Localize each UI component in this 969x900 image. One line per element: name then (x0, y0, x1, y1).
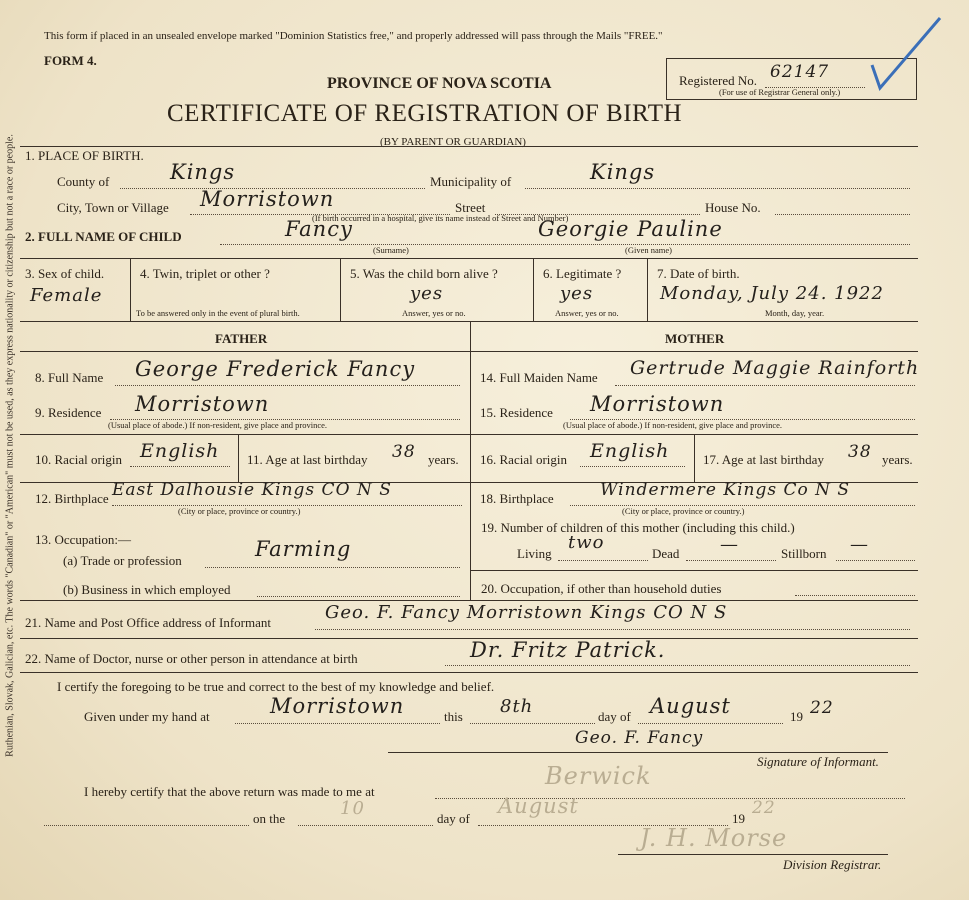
given-under-label: Given under my hand at (84, 709, 210, 724)
place-heading: 1. PLACE OF BIRTH. (25, 148, 144, 163)
alive-label: 5. Was the child born alive ? (350, 266, 498, 281)
trade-label: (a) Trade or profession (63, 553, 182, 568)
registered-number: 62147 (770, 62, 830, 82)
children-count-label: 19. Number of children of this mother (including this child.) (481, 520, 795, 535)
mother-residence-label: 15. Residence (480, 405, 553, 420)
form-number: FORM 4. (44, 53, 97, 68)
child-surname: Fancy (285, 217, 353, 241)
registered-note: (For use of Registrar General only.) (719, 87, 841, 97)
legitimate-note: Answer, yes or no. (555, 308, 619, 318)
municipality-value: Kings (590, 160, 656, 184)
on-the-label: on the (253, 811, 286, 826)
hospital-note: (If birth occurred in a hospital, give its name instead of Street and Number) (312, 213, 569, 223)
signature-informant-label: Signature of Informant. (757, 754, 879, 769)
dead-label: Dead (652, 546, 680, 561)
registrar-day-of-label: day of (437, 811, 470, 826)
father-birthplace-note: (City or place, province or country.) (178, 506, 301, 516)
father-birthplace-value: East Dalhousie Kings CO N S (112, 480, 392, 500)
registrar-certify-text: I hereby certify that the above return was made to me at (84, 784, 375, 799)
registrar-month-value: August (498, 794, 579, 818)
living-value: two (568, 532, 605, 553)
surname-label: (Surname) (373, 245, 409, 255)
county-label: County of (57, 174, 110, 189)
year-value: 22 (810, 698, 834, 718)
mother-birthplace-value: Windermere Kings Co N S (600, 480, 851, 500)
father-name-label: 8. Full Name (35, 370, 104, 385)
trade-value: Farming (255, 537, 352, 561)
registrar-place-value: Berwick (545, 762, 652, 790)
mother-birthplace-label: 18. Birthplace (480, 491, 554, 506)
mail-note: This form if placed in an unsealed envelope marked "Dominion Statistics free," and properly addressed will pass through the Mails "FREE." (44, 30, 663, 42)
mother-residence-note: (Usual place of abode.) If non-resident, give place and province. (563, 420, 783, 430)
child-name-heading: 2. FULL NAME OF CHILD (25, 229, 182, 244)
father-years-label: years. (428, 452, 459, 467)
mother-age-value: 38 (848, 442, 872, 462)
twin-note: To be answered only in the event of plural birth. (136, 308, 300, 318)
informant-signature: Geo. F. Fancy (575, 728, 704, 748)
occupation-label: 13. Occupation:— (35, 532, 132, 547)
side-note: Ruthenian, Slovak, Galician, etc. The words "Canadian" or "American" must not be used, as they express nationality or citizenship but not a race or people. (4, 134, 16, 757)
mother-birthplace-note: (City or place, province or country.) (622, 506, 745, 516)
page-subtitle: (BY PARENT OR GUARDIAN) (380, 136, 526, 148)
father-residence-label: 9. Residence (35, 405, 102, 420)
dead-value: — (720, 534, 739, 555)
mother-name-label: 14. Full Maiden Name (480, 370, 598, 385)
mother-racial-label: 16. Racial origin (480, 452, 568, 467)
registrar-day-value: 10 (340, 798, 365, 819)
stillborn-value: — (850, 534, 869, 555)
father-residence-note: (Usual place of abode.) If non-resident, give place and province. (108, 420, 328, 430)
given-place-value: Morristown (270, 694, 405, 718)
county-value: Kings (170, 160, 236, 184)
legitimate-value: yes (560, 283, 594, 304)
house-label: House No. (705, 200, 761, 215)
province-heading: PROVINCE OF NOVA SCOTIA (327, 75, 552, 92)
city-value: Morristown (200, 187, 335, 211)
alive-note: Answer, yes or no. (402, 308, 466, 318)
business-label: (b) Business in which employed (63, 582, 231, 597)
registered-label: Registered No. (679, 73, 757, 88)
day-value: 8th (500, 696, 534, 717)
father-birthplace-label: 12. Birthplace (35, 491, 109, 506)
municipality-label: Municipality of (430, 174, 512, 189)
mother-occupation-label: 20. Occupation, if other than household duties (481, 581, 722, 596)
this-label: this (444, 709, 463, 724)
day-of-label: day of (598, 709, 631, 724)
page-title: CERTIFICATE OF REGISTRATION OF BIRTH (167, 100, 683, 127)
sex-value: Female (30, 285, 103, 306)
division-registrar-label: Division Registrar. (783, 857, 882, 872)
twin-label: 4. Twin, triplet or other ? (140, 266, 270, 281)
living-label: Living (517, 546, 552, 561)
registrar-year-value: 22 (752, 798, 776, 818)
legitimate-label: 6. Legitimate ? (543, 266, 622, 281)
father-name-value: George Frederick Fancy (135, 357, 416, 381)
mother-name-value: Gertrude Maggie Rainforth (630, 357, 920, 379)
check-mark-icon (850, 10, 950, 100)
informant-value: Geo. F. Fancy Morristown Kings CO N S (325, 602, 728, 623)
father-racial-label: 10. Racial origin (35, 452, 123, 467)
sex-label: 3. Sex of child. (25, 266, 105, 281)
date-of-birth-label: 7. Date of birth. (657, 266, 740, 281)
mother-racial-value: English (590, 440, 670, 462)
informant-label: 21. Name and Post Office address of Informant (25, 615, 271, 630)
mother-age-label: 17. Age at last birthday (703, 452, 824, 467)
doctor-value: Dr. Fritz Patrick. (470, 638, 666, 662)
child-given-name: Georgie Pauline (538, 217, 723, 241)
given-name-label: (Given name) (625, 245, 672, 255)
alive-value: yes (410, 283, 444, 304)
registrar-signature: J. H. Morse (640, 824, 788, 852)
father-heading: FATHER (215, 331, 268, 346)
registrar-year-prefix: 19 (732, 811, 745, 826)
mother-years-label: years. (882, 452, 913, 467)
date-of-birth-note: Month, day, year. (765, 308, 825, 318)
certify-text: I certify the foregoing to be true and correct to the best of my knowledge and belief. (57, 679, 495, 694)
father-age-value: 38 (392, 442, 416, 462)
month-value: August (650, 694, 731, 718)
mother-heading: MOTHER (665, 331, 725, 346)
year-prefix: 19 (790, 709, 803, 724)
father-residence-value: Morristown (135, 392, 270, 416)
street-label: Street (455, 200, 486, 215)
father-age-label: 11. Age at last birthday (247, 452, 368, 467)
doctor-label: 22. Name of Doctor, nurse or other person in attendance at birth (25, 651, 358, 666)
stillborn-label: Stillborn (781, 546, 827, 561)
city-label: City, Town or Village (57, 200, 169, 215)
mother-residence-value: Morristown (590, 392, 725, 416)
father-racial-value: English (140, 440, 220, 462)
date-of-birth-value: Monday, July 24. 1922 (660, 283, 884, 304)
